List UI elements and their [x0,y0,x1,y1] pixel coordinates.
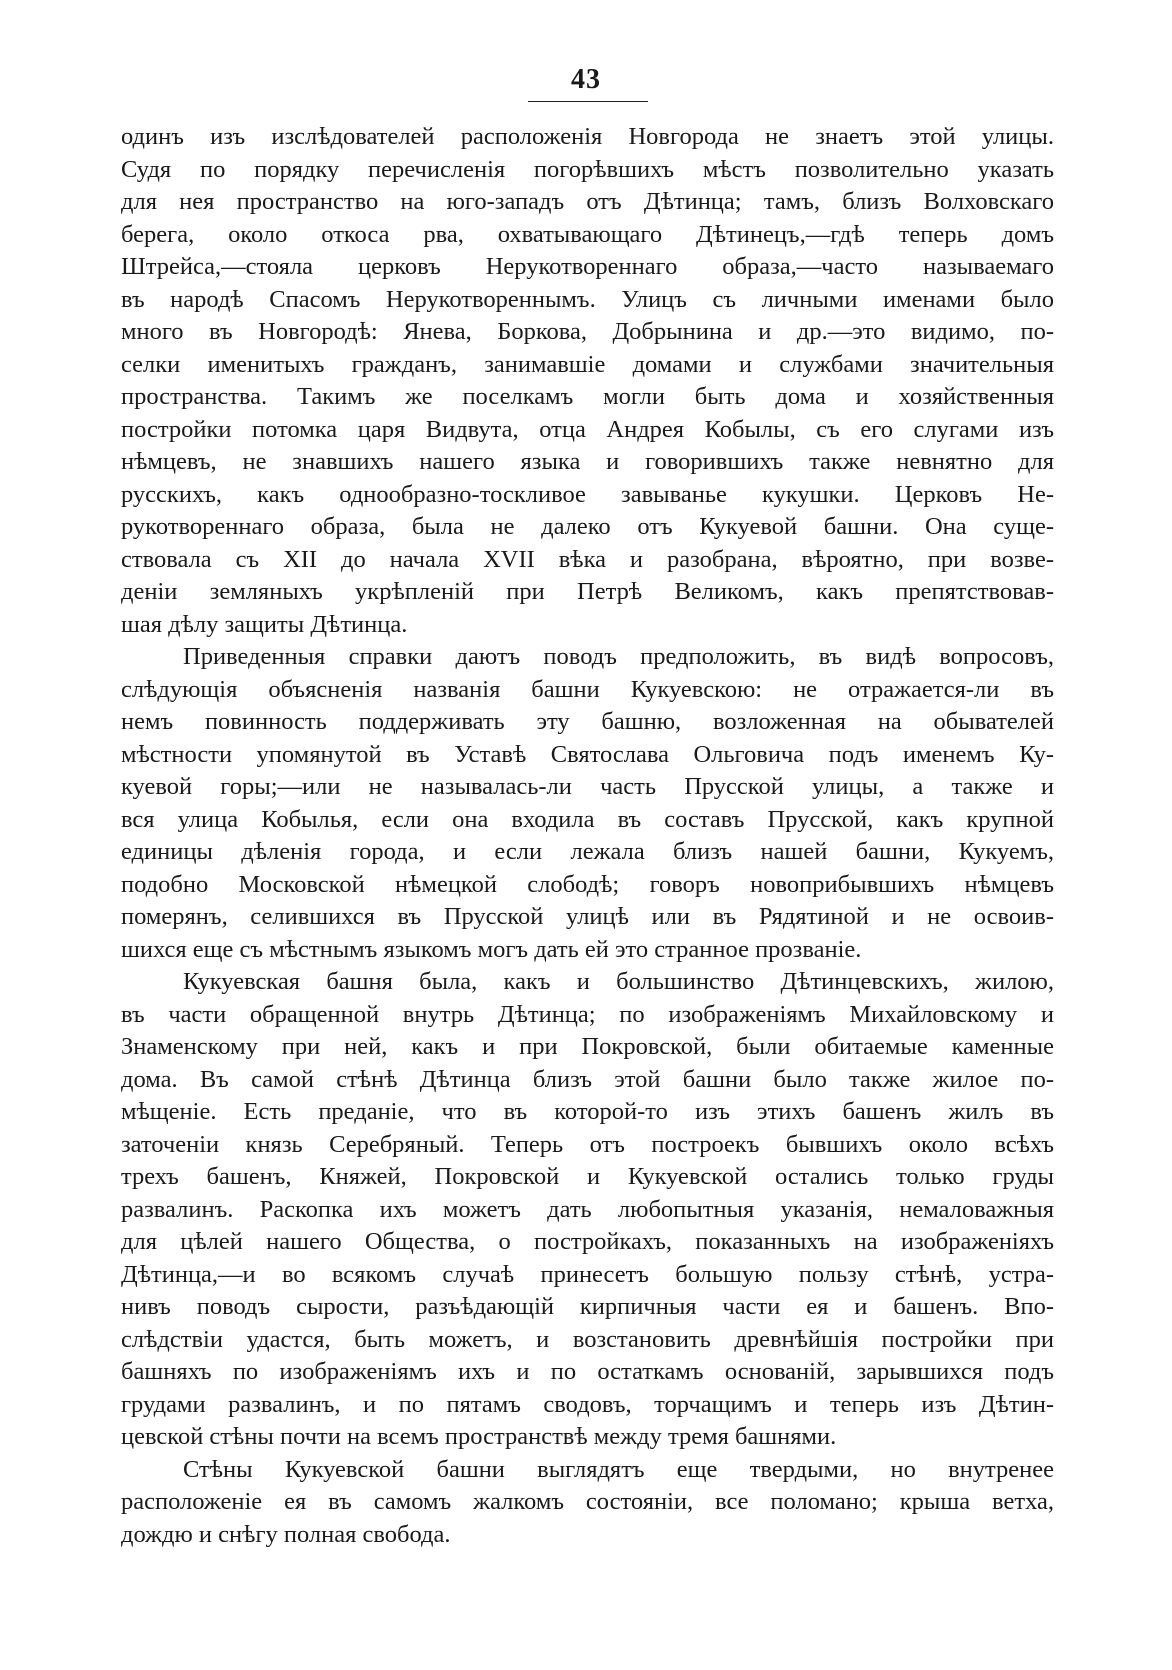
text-line: померянъ, селившихся въ Прусской улицѣ или въ Рядятиной и не освоив- [121,903,1054,930]
text-line: немъ повинность поддерживать эту башню, возложенная на обывателей [121,708,1054,735]
text-line: рукотвореннаго образа, была не далеко отъ Кукуевой башни. Она суще- [121,513,1054,540]
text-line: для цѣлей нашего Общества, о постройкахъ, показанныхъ на изображеніяхъ [121,1228,1054,1255]
text-line: Приведенныя справки даютъ поводъ предположить, въ видѣ вопросовъ, [183,643,1054,670]
text-line: въ народѣ Спасомъ Нерукотвореннымъ. Улицъ съ личными именами было [121,285,1054,313]
text-line: Стѣны Кукуевской башни выглядятъ еще твердыми, но внутренее [183,1455,1054,1483]
text-line: слѣдующія объясненія названія башни Кукуевскою: не отражается-ли въ [121,675,1054,703]
text-line: заточеніи князь Серебряный. Теперь отъ построекъ бывшихъ около всѣхъ [121,1130,1054,1158]
page-number: 43 [571,64,601,95]
text-line: нѣмцевъ, не знавшихъ нашего языка и говорившихъ также невнятно для [121,448,1054,475]
text-line: дома. Въ самой стѣнѣ Дѣтинца близъ этой башни было также жилое по- [121,1065,1054,1093]
text-line: башняхъ по изображеніямъ ихъ и по остаткамъ основаній, зарывшихся подъ [121,1358,1054,1385]
text-line: деніи земляныхъ укрѣпленій при Петрѣ Великомъ, какъ препятствовав- [121,578,1054,605]
body-text [121,121,1054,1551]
page-number-rule [528,101,648,102]
text-line: шая дѣлу защиты Дѣтинца. [121,610,408,638]
text-line: шихся еще съ мѣстнымъ языкомъ могъ дать ей это странное прозваніе. [121,935,862,963]
text-line: ствовала съ XII до начала XVII вѣка и разобрана, вѣроятно, при возве- [121,545,1054,573]
text-line: дождю и снѣгу полная свобода. [121,1520,451,1548]
text-line: одинъ изъ изслѣдователей расположенія Новгорода не знаетъ этой улицы. [121,123,1054,150]
text-line: въ части обращенной внутрь Дѣтинца; по изображеніямъ Михайловскому и [121,1000,1054,1028]
text-line: подобно Московской нѣмецкой слободѣ; говоръ новоприбывшихъ нѣмцевъ [121,870,1054,898]
text-line: вся улица Кобылья, если она входила въ составъ Прусской, какъ крупной [121,805,1054,833]
text-line: куевой горы;—или не называлась-ли часть Прусской улицы, а также и [121,773,1054,800]
text-line: Штрейса,—стояла церковъ Нерукотвореннаго образа,—часто называемаго [121,253,1054,280]
text-line: постройки потомка царя Видвута, отца Андрея Кобылы, съ его слугами изъ [121,415,1054,443]
text-line: русскихъ, какъ однообразно-тоскливое завыванье кукушки. Церковъ Не- [121,480,1054,508]
text-line: Судя по порядку перечисленія погорѣвшихъ мѣстъ позволительно указать [121,155,1054,183]
text-line: слѣдствіи удастся, быть можетъ, и возстановить древнѣйшія постройки при [121,1325,1054,1353]
text-line: расположеніе ея въ самомъ жалкомъ состояніи, все поломано; крыша ветха, [121,1488,1054,1515]
text-line: пространства. Такимъ же поселкамъ могли быть дома и хозяйственныя [121,383,1054,410]
text-line: для нея пространство на юго-западъ отъ Дѣтинца; тамъ, близъ Волховскаго [121,188,1054,215]
text-line: Кукуевская башня была, какъ и большинство Дѣтинцевскихъ, жилою, [183,968,1054,995]
text-line: Дѣтинца,—и во всякомъ случаѣ принесетъ большую пользу стѣнѣ, устра- [121,1260,1054,1288]
text-line: трехъ башенъ, Княжей, Покровской и Кукуевской остались только груды [121,1163,1054,1190]
text-line: развалинъ. Раскопка ихъ можетъ дать любопытныя указанія, немаловажныя [121,1195,1054,1223]
text-line: мѣстности упомянутой въ Уставѣ Святослава Ольговича подъ именемъ Ку- [121,740,1054,768]
text-line: нивъ поводъ сырости, разъѣдающій кирпичныя части ея и башенъ. Впо- [121,1293,1054,1320]
text-line: Знаменскому при ней, какъ и при Покровской, были обитаемые каменные [121,1033,1054,1060]
text-line: мѣщеніе. Есть преданіе, что въ которой-то изъ этихъ башенъ жилъ въ [121,1098,1054,1125]
text-line: единицы дѣленія города, и если лежала близъ нашей башни, Кукуемъ, [121,838,1054,865]
text-line: селки именитыхъ гражданъ, занимавшіе домами и службами значительныя [121,350,1054,378]
text-line: грудами развалинъ, и по пятамъ сводовъ, торчащимъ и теперь изъ Дѣтин- [121,1390,1054,1418]
text-line: цевской стѣны почти на всемъ пространствѣ между тремя башнями. [121,1423,837,1450]
text-line: много въ Новгородѣ: Янева, Боркова, Добрынина и др.—это видимо, по- [121,318,1054,345]
text-line: берега, около откоса рва, охватывающаго Дѣтинецъ,—гдѣ теперь домъ [121,220,1054,248]
